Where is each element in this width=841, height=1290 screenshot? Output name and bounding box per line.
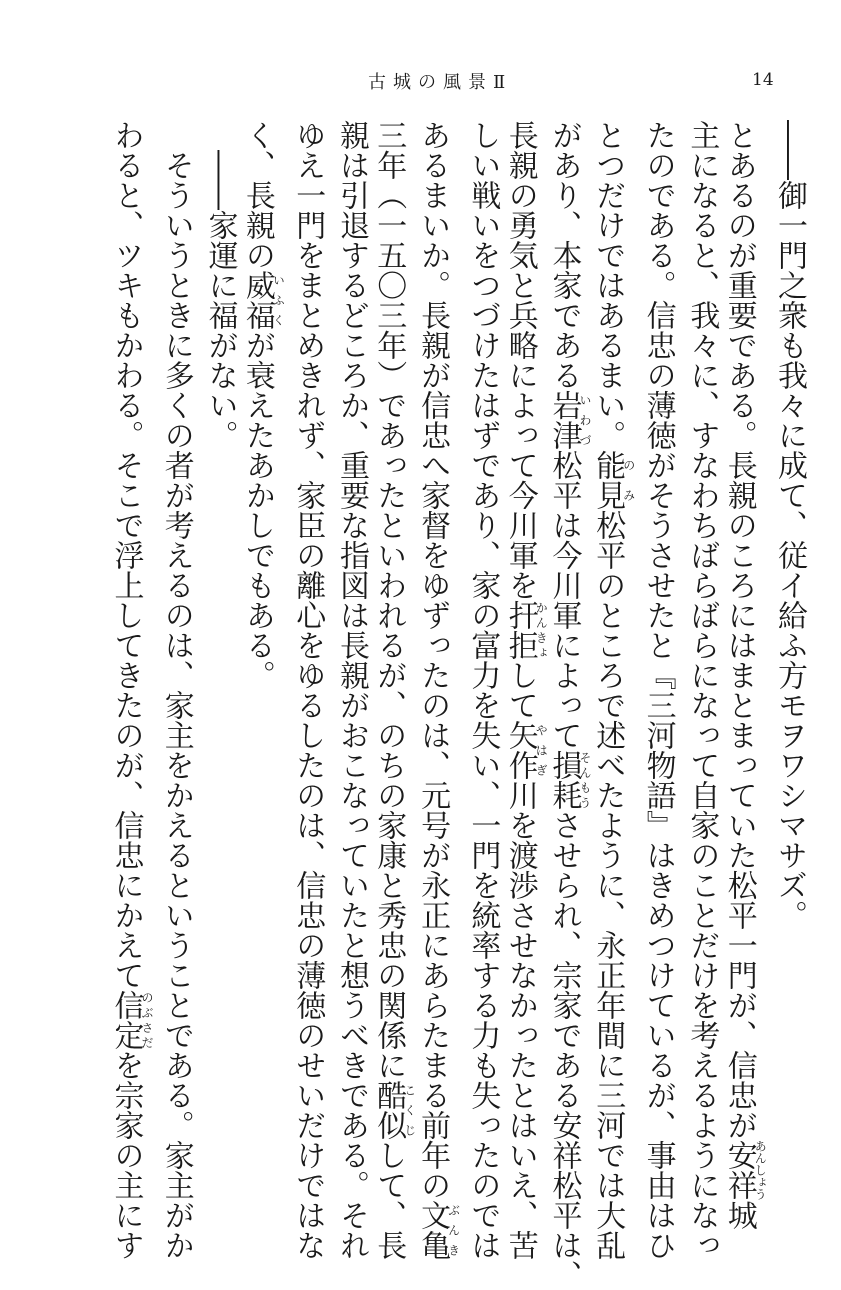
text-segment: ――家運に福がない。 — [202, 150, 238, 450]
text-segment: させられ、宗家である安祥松平は、 — [546, 810, 582, 1290]
text-segment: そういうときに多くの者が考えるのは、家主をかえるということである。家主がか — [158, 150, 194, 1260]
text-line — [239, 120, 286, 1152]
text-segment: 三年（一五〇三年）であったといわれるが、のちの家康と秀忠の関係に — [371, 120, 407, 1080]
text-segment: が衰えたあかしでもある。 — [239, 330, 275, 690]
text-segment: 松平のところで述べたように、永正年間に三河では大乱 — [590, 510, 626, 1260]
text-line — [371, 120, 417, 1260]
text-segment: たのである。信忠の薄徳がそうさせたと『三河物語』はきめつけているが、事由はひ — [640, 120, 676, 1260]
text-segment: しい戦いをつづけたはずであり、家の富力を失い、一門を統率する力も失ったのでは — [465, 120, 501, 1260]
text-line — [286, 120, 328, 1260]
text-segment: があり、本家である — [546, 120, 582, 390]
text-line — [680, 120, 722, 1260]
text-segment: 主になると、我々に、すなわちばらばらになって自家のことだけを考えるようになっ — [684, 120, 720, 1260]
furigana: いふく — [271, 270, 286, 330]
ruby-word: 岩津いわづ — [546, 390, 592, 450]
text-line — [155, 120, 197, 1260]
text-line — [461, 120, 503, 1260]
text-segment: とつだけではあるまい。 — [590, 120, 626, 450]
ruby-word: 能見のみ — [590, 450, 636, 510]
text-line — [546, 120, 592, 1290]
text-line — [415, 120, 461, 1260]
page-number: 14 — [752, 70, 774, 90]
text-line — [590, 120, 636, 1260]
furigana: そんもう — [578, 750, 592, 810]
running-head-title: 古城の風景Ⅱ — [368, 72, 513, 93]
ruby-word: 信定のぶさだ — [108, 990, 154, 1050]
text-segment: 親は引退するどころか、重要な指図は長親がおこなっていたと想うべきである。それ — [334, 120, 369, 1260]
text-line — [768, 120, 810, 1152]
ruby-word: 安祥あんしょう — [721, 1140, 768, 1200]
ruby-word: 損耗そんもう — [546, 750, 592, 810]
furigana: のみ — [621, 450, 636, 510]
text-segment: 川を渡渉させなかったとはいえ、苦 — [502, 780, 538, 1260]
text-segment: 長親の勇気と兵略によって今川軍を — [502, 120, 538, 600]
text-line — [199, 120, 241, 1152]
ruby-word: 文亀ぶんき — [415, 1200, 461, 1260]
text-line — [721, 120, 768, 1230]
text-segment: ゆえ一門をまとめきれず、家臣の離心をゆるしたのは、信忠の薄徳のせいだけではな — [290, 120, 326, 1260]
ruby-word: 扞拒かんきょ — [502, 600, 549, 660]
text-line — [108, 120, 154, 1260]
furigana: のぶさだ — [140, 990, 154, 1050]
text-line — [637, 120, 679, 1260]
furigana: やはぎ — [534, 720, 549, 780]
text-segment: して、長 — [371, 1140, 407, 1260]
furigana: いわづ — [578, 390, 592, 450]
text-segment: して — [502, 660, 538, 720]
text-segment: ――御一門之衆も我々に成て、従イ給ふ方モヲワシマサズ。 — [772, 120, 807, 930]
text-segment: わると、ツキもかわる。そこで浮上してきたのが、信忠にかえて — [108, 120, 144, 990]
text-segment: とあるのが重要である。長親のころにはまとまっていた松平一門が、信忠が — [721, 120, 757, 1140]
furigana: かんきょ — [534, 600, 549, 660]
vertical-body-text — [108, 120, 810, 1290]
furigana: ぶんき — [446, 1200, 461, 1260]
text-segment: く、長親の — [239, 120, 275, 270]
text-segment: 松平は今川軍によって — [546, 450, 582, 750]
ruby-word: 矢作やはぎ — [502, 720, 549, 780]
text-line — [330, 120, 372, 1260]
furigana: あんしょう — [753, 1140, 768, 1200]
ruby-word: 酷似こくじ — [371, 1080, 417, 1140]
text-line — [502, 120, 549, 1260]
text-segment: あるまいか。長親が信忠へ家督をゆずったのは、元号が永正にあらたまる前年の — [415, 120, 451, 1200]
furigana: こくじ — [402, 1080, 417, 1140]
ruby-word: 威福いふく — [239, 270, 286, 330]
text-segment: 城 — [721, 1200, 757, 1230]
text-segment: を宗家の主にす — [108, 1050, 144, 1260]
